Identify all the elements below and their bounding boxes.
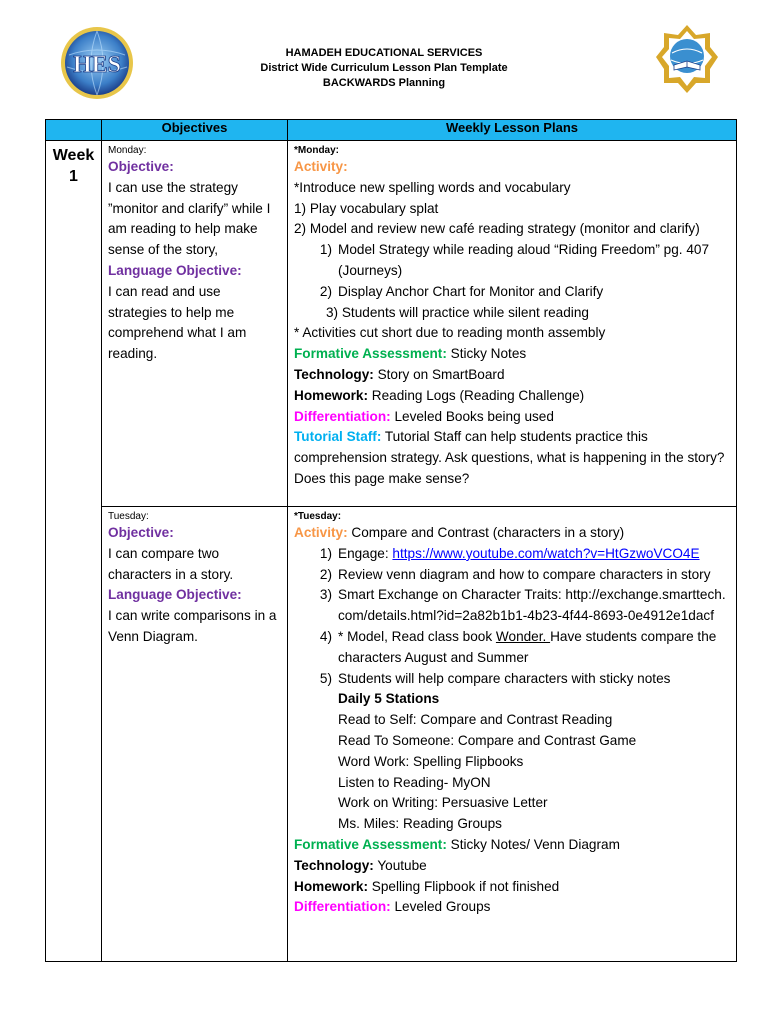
daily5-title: Daily 5 Stations — [338, 691, 440, 707]
language-objective-text: I can write comparisons in a Venn Diagram. — [108, 608, 277, 644]
activity-line: Activity: Compare and Contrast (characters in a story) — [294, 525, 625, 540]
formative-line: Formative Assessment: Sticky Notes — [294, 346, 527, 362]
objectives-header: Objectives — [102, 120, 288, 141]
weekly-plans-header: Weekly Lesson Plans — [288, 120, 737, 141]
technology-line: Technology: Story on SmartBoard — [294, 366, 505, 382]
week-label: Week — [52, 147, 95, 164]
homework-line: Homework: Reading Logs (Reading Challenge) — [294, 387, 585, 403]
list-item: 1) Model Strategy while reading aloud “Riding Freedom” pg. 407 (Journeys) — [319, 242, 710, 278]
blank-header-cell — [46, 120, 102, 141]
monday-day-label: Monday: — [108, 145, 147, 156]
objective-label: Objective: — [108, 525, 174, 540]
station-item: Read to Self: Compare and Contrast Reading — [338, 712, 613, 728]
technology-line: Technology: Youtube — [294, 857, 427, 873]
list-item: 2) Review venn diagram and how to compare characters in story — [319, 566, 711, 582]
station-item: Word Work: Spelling Flipbooks — [338, 753, 524, 769]
station-item: Work on Writing: Persuasive Letter — [338, 795, 548, 811]
plan-note: * Activities cut short due to reading month assembly — [294, 325, 606, 341]
youtube-link[interactable]: https://www.youtube.com/watch?v=HtGzwoVCO4E — [392, 545, 700, 561]
lesson-plan-table — [45, 119, 737, 962]
tuesday-objectives-cell — [102, 507, 288, 962]
language-objective-label: Language Objective: — [108, 587, 242, 603]
org-name: HAMADEH EDUCATIONAL SERVICES — [285, 47, 483, 59]
list-item: 2) Display Anchor Chart for Monitor and Clarify — [319, 283, 604, 299]
list-item: 4) * Model, Read class book Wonder. Have students compare the characters August and Summer — [319, 628, 717, 665]
svg-text:HES: HES — [72, 52, 122, 78]
plan-line: *Introduce new spelling words and vocabulary — [294, 179, 571, 195]
list-item: 3) Students will practice while silent reading — [326, 304, 589, 320]
list-item: 3) Smart Exchange on Character Traits: http://exchange.smarttech.com/details.html?id=2a82b1b1-4b23-4f44-8693-0e4912e1dacf — [319, 587, 726, 624]
monday-objectives-cell — [102, 141, 288, 507]
list-item: 5) Students will help compare characters with sticky notes — [319, 670, 671, 686]
differentiation-line: Differentiation: Leveled Books being used — [294, 408, 554, 424]
week-number: 1 — [69, 168, 78, 185]
activity-label: Activity: — [294, 159, 348, 174]
objective-label: Objective: — [108, 159, 174, 174]
differentiation-line: Differentiation: Leveled Groups — [294, 899, 491, 915]
tutorial-line: Tutorial Staff: Tutorial Staff can help students practice this comprehension strategy. Ask questions, what is happening in the story? Does this page make sense? — [294, 429, 725, 486]
station-item: Ms. Miles: Reading Groups — [338, 816, 502, 832]
station-item: Listen to Reading- MyON — [338, 774, 491, 790]
monday-plan-cell — [288, 141, 737, 507]
formative-line: Formative Assessment: Sticky Notes/ Venn Diagram — [294, 836, 620, 852]
template-title: District Wide Curriculum Lesson Plan Template — [260, 62, 508, 74]
tuesday-day-label: Tuesday: — [108, 511, 149, 522]
monday-plan-day: *Monday: — [294, 145, 339, 156]
objective-text: I can use the strategy ”monitor and clarify” while I am reading to help make sense of the story, — [108, 179, 271, 258]
homework-line: Homework: Spelling Flipbook if not finished — [294, 878, 560, 894]
tuesday-plan-cell — [288, 507, 737, 962]
language-objective-label: Language Objective: — [108, 262, 242, 278]
week-cell — [46, 141, 102, 962]
document-header — [0, 46, 768, 91]
planning-subtitle: BACKWARDS Planning — [322, 77, 446, 89]
plan-line: 2) Model and review new café reading strategy (monitor and clarify) — [294, 221, 700, 237]
station-item: Read To Someone: Compare and Contrast Game — [338, 732, 637, 748]
plan-line: 1) Play vocabulary splat — [294, 200, 439, 216]
list-item: 1) Engage: https://www.youtube.com/watch?v=HtGzwoVCO4E — [319, 545, 700, 561]
objective-text: I can compare two characters in a story. — [108, 545, 234, 582]
language-objective-text: I can read and use strategies to help me comprehend what I am reading. — [108, 283, 247, 362]
tuesday-plan-day: *Tuesday: — [294, 511, 342, 522]
